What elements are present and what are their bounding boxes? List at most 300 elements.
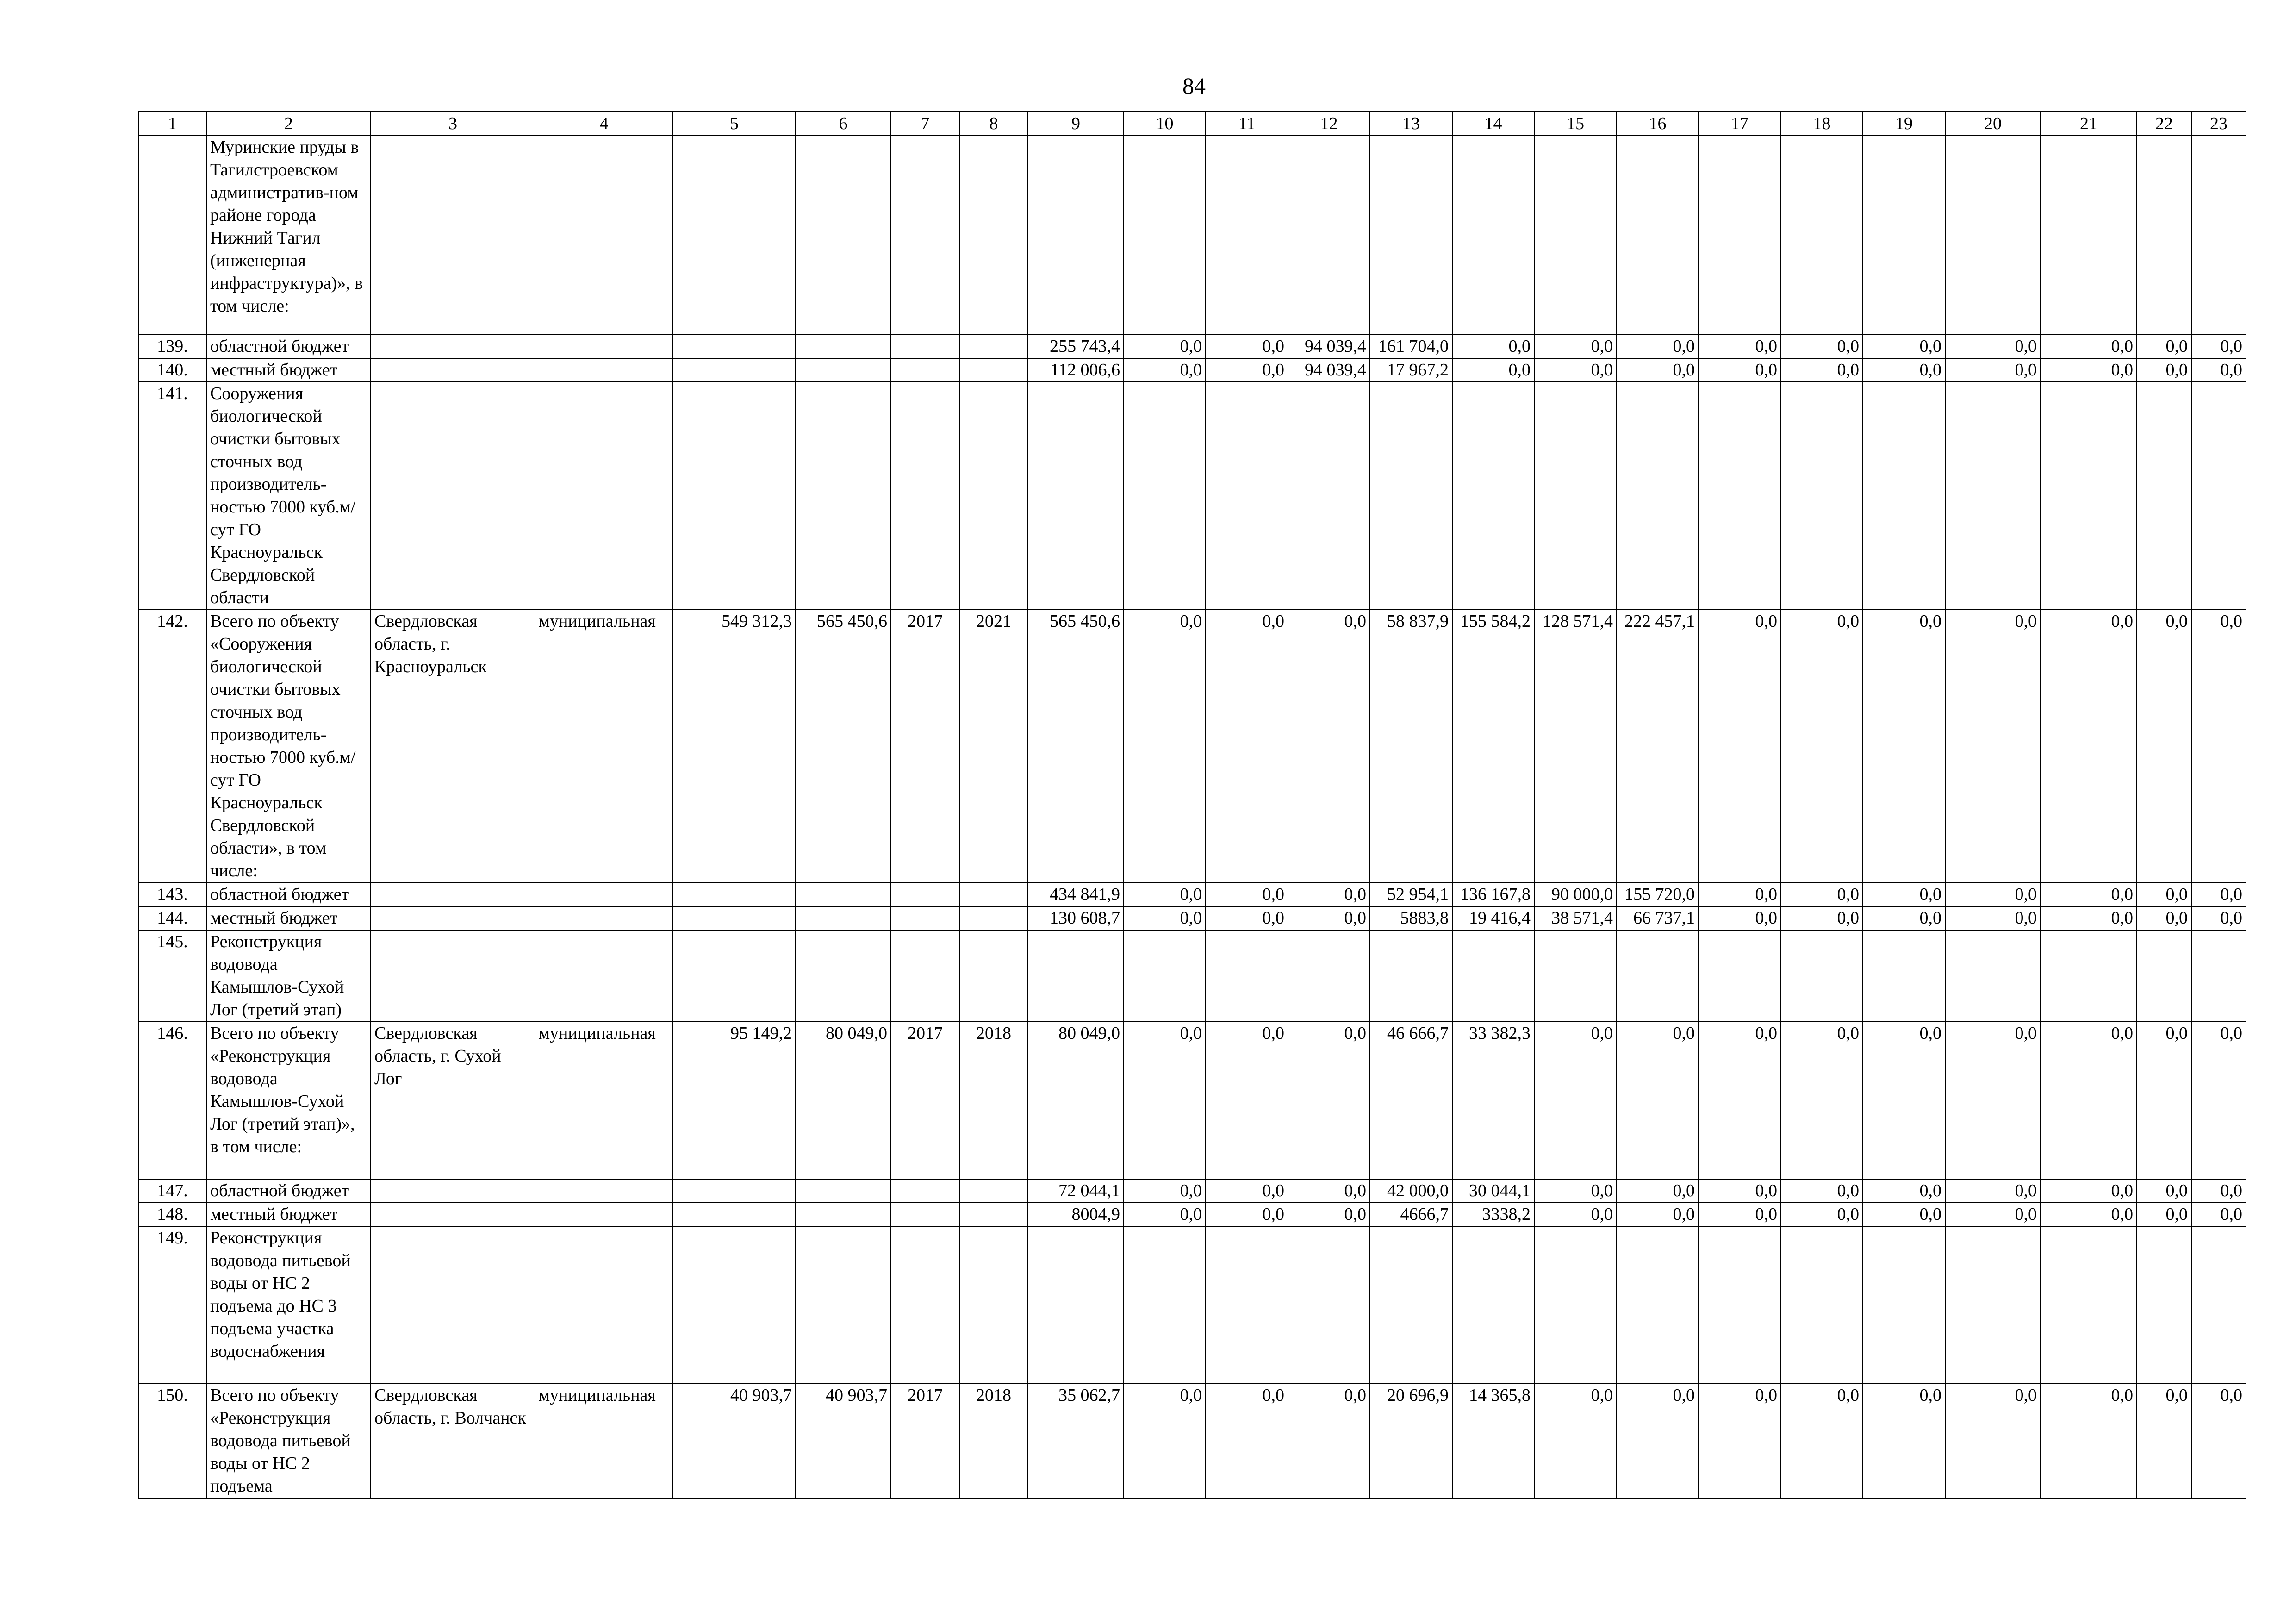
value-cell (891, 1179, 959, 1203)
value-cell (1370, 136, 1452, 335)
value-cell: 0,0 (1699, 1203, 1781, 1226)
ownership-cell (535, 906, 673, 930)
value-cell: 2018 (959, 1384, 1028, 1498)
value-cell (1124, 1226, 1206, 1384)
value-cell: 0,0 (1206, 906, 1288, 930)
value-cell: 0,0 (2041, 1022, 2137, 1179)
value-cell: 0,0 (1452, 335, 1534, 358)
ownership-cell (535, 335, 673, 358)
table-row (138, 610, 2246, 883)
value-cell: 0,0 (1206, 1384, 1288, 1498)
value-cell: 130 608,7 (1028, 906, 1124, 930)
value-cell (1452, 382, 1534, 610)
value-cell: 0,0 (1288, 883, 1370, 906)
value-cell: 0,0 (2191, 1022, 2246, 1179)
value-cell: 0,0 (1781, 610, 1863, 883)
table-row (138, 930, 2246, 1022)
value-cell (959, 1179, 1028, 1203)
table-row (138, 382, 2246, 610)
value-cell: 95 149,2 (673, 1022, 796, 1179)
value-cell: 565 450,6 (796, 610, 891, 883)
column-number-header: 11 (1206, 112, 1288, 136)
row-number-cell (138, 136, 206, 335)
value-cell: 0,0 (1781, 1203, 1863, 1226)
value-cell: 0,0 (2041, 1384, 2137, 1498)
item-name-cell: областной бюджет (206, 335, 371, 358)
value-cell: 0,0 (1699, 883, 1781, 906)
value-cell (673, 382, 796, 610)
value-cell: 33 382,3 (1452, 1022, 1534, 1179)
value-cell (796, 136, 891, 335)
value-cell (1617, 136, 1699, 335)
page-number: 84 (1182, 73, 1206, 99)
column-number-header: 14 (1452, 112, 1534, 136)
value-cell: 0,0 (1945, 883, 2041, 906)
row-number-cell: 143. (138, 883, 206, 906)
value-cell: 0,0 (1534, 358, 1617, 382)
value-cell (1781, 1226, 1863, 1384)
value-cell: 0,0 (1617, 358, 1699, 382)
value-cell: 0,0 (1863, 1179, 1945, 1203)
value-cell: 0,0 (1863, 335, 1945, 358)
value-cell (1452, 136, 1534, 335)
value-cell: 0,0 (2137, 358, 2191, 382)
value-cell (1945, 382, 2041, 610)
value-cell (1617, 1226, 1699, 1384)
value-cell (1863, 382, 1945, 610)
value-cell (2191, 1226, 2246, 1384)
row-number-cell: 144. (138, 906, 206, 930)
location-cell (371, 1203, 535, 1226)
value-cell: 0,0 (1124, 1203, 1206, 1226)
value-cell: 0,0 (2191, 358, 2246, 382)
ownership-cell: муниципальная (535, 610, 673, 883)
column-number-header: 7 (891, 112, 959, 136)
value-cell: 0,0 (2041, 883, 2137, 906)
ownership-cell (535, 1203, 673, 1226)
value-cell: 0,0 (1124, 335, 1206, 358)
value-cell (891, 883, 959, 906)
value-cell: 2021 (959, 610, 1028, 883)
value-cell: 0,0 (1863, 1203, 1945, 1226)
value-cell: 0,0 (1206, 358, 1288, 382)
value-cell: 0,0 (1206, 610, 1288, 883)
value-cell: 0,0 (2191, 883, 2246, 906)
column-number-header: 17 (1699, 112, 1781, 136)
value-cell (796, 382, 891, 610)
table-row (138, 1022, 2246, 1179)
value-cell: 0,0 (1288, 1384, 1370, 1498)
value-cell: 0,0 (2137, 906, 2191, 930)
column-number-header: 5 (673, 112, 796, 136)
value-cell: 0,0 (2041, 358, 2137, 382)
value-cell: 0,0 (1124, 1384, 1206, 1498)
item-name-cell: Реконструкция водовода питьевой воды от НС 2 подъема до НС 3 подъема участка водоснабжения (206, 1226, 371, 1384)
value-cell (2137, 930, 2191, 1022)
row-number-cell: 141. (138, 382, 206, 610)
column-number-header: 8 (959, 112, 1028, 136)
value-cell (2137, 136, 2191, 335)
value-cell (1534, 136, 1617, 335)
value-cell (1781, 136, 1863, 335)
value-cell: 0,0 (2137, 1203, 2191, 1226)
value-cell: 58 837,9 (1370, 610, 1452, 883)
item-name-cell: Всего по объекту «Сооружения биологической очистки бытовых сточных вод производитель-ностью 7000 куб.м/сут ГО Красноуральск Свердловской области», в том числе: (206, 610, 371, 883)
column-number-header: 1 (138, 112, 206, 136)
value-cell (1781, 382, 1863, 610)
column-number-header: 22 (2137, 112, 2191, 136)
location-cell (371, 335, 535, 358)
column-number-header: 6 (796, 112, 891, 136)
value-cell (673, 1203, 796, 1226)
row-number-cell: 142. (138, 610, 206, 883)
value-cell (1617, 382, 1699, 610)
value-cell: 0,0 (1699, 610, 1781, 883)
value-cell: 0,0 (1945, 1022, 2041, 1179)
value-cell (1863, 1226, 1945, 1384)
value-cell: 0,0 (1863, 610, 1945, 883)
value-cell: 80 049,0 (1028, 1022, 1124, 1179)
location-cell: Свердловская область, г. Сухой Лог (371, 1022, 535, 1179)
value-cell: 0,0 (1781, 883, 1863, 906)
value-cell (1452, 1226, 1534, 1384)
row-number-cell: 149. (138, 1226, 206, 1384)
ownership-cell (535, 382, 673, 610)
item-name-cell: областной бюджет (206, 1179, 371, 1203)
value-cell: 549 312,3 (673, 610, 796, 883)
value-cell: 0,0 (2137, 335, 2191, 358)
location-cell (371, 382, 535, 610)
value-cell: 0,0 (1124, 906, 1206, 930)
location-cell (371, 930, 535, 1022)
value-cell: 42 000,0 (1370, 1179, 1452, 1203)
value-cell (959, 136, 1028, 335)
value-cell: 0,0 (2041, 1179, 2137, 1203)
value-cell (891, 906, 959, 930)
value-cell: 2017 (891, 1384, 959, 1498)
value-cell: 0,0 (1206, 1179, 1288, 1203)
value-cell (796, 1226, 891, 1384)
value-cell: 0,0 (1288, 610, 1370, 883)
value-cell: 4666,7 (1370, 1203, 1452, 1226)
column-number-header: 15 (1534, 112, 1617, 136)
ownership-cell: муниципальная (535, 1022, 673, 1179)
value-cell (1863, 930, 1945, 1022)
value-cell: 40 903,7 (796, 1384, 891, 1498)
value-cell (673, 1226, 796, 1384)
value-cell (891, 358, 959, 382)
value-cell: 0,0 (1863, 883, 1945, 906)
value-cell (1288, 930, 1370, 1022)
value-cell (1288, 136, 1370, 335)
value-cell (1617, 930, 1699, 1022)
table-row (138, 358, 2246, 382)
ownership-cell (535, 930, 673, 1022)
value-cell (959, 1203, 1028, 1226)
value-cell (1206, 382, 1288, 610)
value-cell: 565 450,6 (1028, 610, 1124, 883)
value-cell: 128 571,4 (1534, 610, 1617, 883)
value-cell (1370, 930, 1452, 1022)
value-cell: 155 584,2 (1452, 610, 1534, 883)
value-cell (1288, 382, 1370, 610)
value-cell (2041, 1226, 2137, 1384)
value-cell (796, 335, 891, 358)
value-cell: 0,0 (1945, 1384, 2041, 1498)
value-cell: 52 954,1 (1370, 883, 1452, 906)
location-cell (371, 1179, 535, 1203)
value-cell: 0,0 (1781, 1384, 1863, 1498)
value-cell: 3338,2 (1452, 1203, 1534, 1226)
value-cell (1699, 1226, 1781, 1384)
table-row (138, 1203, 2246, 1226)
value-cell: 0,0 (1534, 335, 1617, 358)
value-cell: 94 039,4 (1288, 335, 1370, 358)
location-cell (371, 1226, 535, 1384)
value-cell (796, 1203, 891, 1226)
table-row (138, 335, 2246, 358)
location-cell (371, 136, 535, 335)
value-cell: 0,0 (1452, 358, 1534, 382)
value-cell (1945, 930, 2041, 1022)
value-cell (891, 930, 959, 1022)
table-row (138, 1179, 2246, 1203)
value-cell: 90 000,0 (1534, 883, 1617, 906)
value-cell: 0,0 (1699, 1179, 1781, 1203)
value-cell: 8004,9 (1028, 1203, 1124, 1226)
value-cell: 0,0 (2191, 906, 2246, 930)
column-number-header: 2 (206, 112, 371, 136)
value-cell (2191, 930, 2246, 1022)
item-name-cell: областной бюджет (206, 883, 371, 906)
ownership-cell (535, 136, 673, 335)
value-cell (891, 382, 959, 610)
value-cell: 0,0 (1699, 1022, 1781, 1179)
value-cell: 46 666,7 (1370, 1022, 1452, 1179)
value-cell: 0,0 (1534, 1022, 1617, 1179)
value-cell: 66 737,1 (1617, 906, 1699, 930)
value-cell (1452, 930, 1534, 1022)
row-number-cell: 150. (138, 1384, 206, 1498)
column-number-header: 9 (1028, 112, 1124, 136)
value-cell: 0,0 (1124, 1179, 1206, 1203)
value-cell: 0,0 (1617, 335, 1699, 358)
value-cell (673, 883, 796, 906)
value-cell (1206, 136, 1288, 335)
column-number-header: 13 (1370, 112, 1452, 136)
value-cell (959, 335, 1028, 358)
value-cell (1028, 382, 1124, 610)
item-name-cell: Муринские пруды в Тагилстроевском административ-ном районе города Нижний Тагил (инженерная инфраструктура)», в том числе: (206, 136, 371, 335)
value-cell (1863, 136, 1945, 335)
value-cell (2137, 382, 2191, 610)
value-cell: 0,0 (1206, 1022, 1288, 1179)
value-cell (673, 136, 796, 335)
value-cell (796, 930, 891, 1022)
ownership-cell (535, 1226, 673, 1384)
value-cell: 0,0 (1863, 1022, 1945, 1179)
value-cell: 0,0 (1534, 1384, 1617, 1498)
value-cell: 0,0 (1617, 1179, 1699, 1203)
value-cell: 0,0 (2137, 1179, 2191, 1203)
value-cell: 2017 (891, 610, 959, 883)
budget-table (138, 111, 2246, 1499)
value-cell: 38 571,4 (1534, 906, 1617, 930)
value-cell (1781, 930, 1863, 1022)
column-number-header: 20 (1945, 112, 2041, 136)
row-number-cell: 139. (138, 335, 206, 358)
value-cell: 20 696,9 (1370, 1384, 1452, 1498)
ownership-cell (535, 358, 673, 382)
ownership-cell (535, 883, 673, 906)
value-cell: 0,0 (2191, 1203, 2246, 1226)
value-cell: 0,0 (1863, 1384, 1945, 1498)
value-cell (796, 883, 891, 906)
value-cell: 0,0 (1206, 1203, 1288, 1226)
value-cell: 30 044,1 (1452, 1179, 1534, 1203)
value-cell: 0,0 (1945, 906, 2041, 930)
table-row (138, 1226, 2246, 1384)
value-cell (1206, 930, 1288, 1022)
value-cell: 0,0 (1945, 1203, 2041, 1226)
table-row (138, 883, 2246, 906)
value-cell: 0,0 (1288, 1022, 1370, 1179)
item-name-cell: Реконструкция водовода Камышлов-Сухой Лог (третий этап) (206, 930, 371, 1022)
value-cell: 0,0 (1288, 1179, 1370, 1203)
value-cell: 0,0 (1781, 1179, 1863, 1203)
value-cell: 14 365,8 (1452, 1384, 1534, 1498)
value-cell (1370, 1226, 1452, 1384)
value-cell (959, 1226, 1028, 1384)
column-number-header: 4 (535, 112, 673, 136)
value-cell: 0,0 (2191, 335, 2246, 358)
value-cell (1288, 1226, 1370, 1384)
row-number-cell: 145. (138, 930, 206, 1022)
value-cell (959, 358, 1028, 382)
value-cell: 0,0 (1617, 1203, 1699, 1226)
ownership-cell (535, 1179, 673, 1203)
value-cell: 35 062,7 (1028, 1384, 1124, 1498)
value-cell (2137, 1226, 2191, 1384)
value-cell: 0,0 (1945, 1179, 2041, 1203)
column-number-header-row (138, 112, 2246, 136)
value-cell: 161 704,0 (1370, 335, 1452, 358)
value-cell: 17 967,2 (1370, 358, 1452, 382)
value-cell: 0,0 (2041, 610, 2137, 883)
value-cell (959, 930, 1028, 1022)
value-cell (1534, 1226, 1617, 1384)
value-cell (673, 930, 796, 1022)
value-cell (1124, 136, 1206, 335)
value-cell: 0,0 (1699, 1384, 1781, 1498)
value-cell (959, 906, 1028, 930)
value-cell (959, 883, 1028, 906)
value-cell (891, 136, 959, 335)
row-number-cell: 146. (138, 1022, 206, 1179)
column-number-header: 16 (1617, 112, 1699, 136)
value-cell: 2018 (959, 1022, 1028, 1179)
value-cell: 434 841,9 (1028, 883, 1124, 906)
value-cell: 136 167,8 (1452, 883, 1534, 906)
value-cell: 0,0 (2041, 335, 2137, 358)
value-cell: 0,0 (2137, 610, 2191, 883)
value-cell (1028, 136, 1124, 335)
value-cell: 0,0 (1945, 610, 2041, 883)
value-cell (1124, 382, 1206, 610)
item-name-cell: местный бюджет (206, 1203, 371, 1226)
location-cell (371, 906, 535, 930)
value-cell: 255 743,4 (1028, 335, 1124, 358)
value-cell (891, 335, 959, 358)
value-cell (1699, 136, 1781, 335)
value-cell: 0,0 (1781, 906, 1863, 930)
column-number-header: 18 (1781, 112, 1863, 136)
value-cell: 0,0 (1863, 358, 1945, 382)
value-cell: 0,0 (1781, 335, 1863, 358)
value-cell (673, 358, 796, 382)
value-cell: 222 457,1 (1617, 610, 1699, 883)
location-cell: Свердловская область, г. Красноуральск (371, 610, 535, 883)
value-cell (1028, 930, 1124, 1022)
value-cell: 0,0 (1699, 906, 1781, 930)
item-name-cell: Всего по объекту «Реконструкция водовода Камышлов-Сухой Лог (третий этап)», в том числе: (206, 1022, 371, 1179)
value-cell: 0,0 (1288, 1203, 1370, 1226)
value-cell: 0,0 (1288, 906, 1370, 930)
column-number-header: 3 (371, 112, 535, 136)
value-cell: 0,0 (2191, 610, 2246, 883)
value-cell: 0,0 (2137, 1022, 2191, 1179)
value-cell (2041, 382, 2137, 610)
value-cell: 0,0 (1617, 1022, 1699, 1179)
value-cell: 0,0 (2191, 1384, 2246, 1498)
value-cell: 0,0 (1206, 335, 1288, 358)
value-cell: 0,0 (1124, 883, 1206, 906)
value-cell: 0,0 (1863, 906, 1945, 930)
value-cell (1534, 930, 1617, 1022)
value-cell: 40 903,7 (673, 1384, 796, 1498)
row-number-cell: 140. (138, 358, 206, 382)
item-name-cell: местный бюджет (206, 358, 371, 382)
value-cell: 155 720,0 (1617, 883, 1699, 906)
value-cell: 0,0 (2137, 1384, 2191, 1498)
value-cell: 19 416,4 (1452, 906, 1534, 930)
item-name-cell: Сооружения биологической очистки бытовых сточных вод производитель-ностью 7000 куб.м/сут ГО Красноуральск Свердловской области (206, 382, 371, 610)
column-number-header: 10 (1124, 112, 1206, 136)
value-cell (1534, 382, 1617, 610)
value-cell (1124, 930, 1206, 1022)
value-cell: 0,0 (2041, 1203, 2137, 1226)
value-cell (2191, 136, 2246, 335)
value-cell: 0,0 (1124, 1022, 1206, 1179)
value-cell (891, 1203, 959, 1226)
table-row (138, 136, 2246, 335)
value-cell (673, 906, 796, 930)
value-cell: 0,0 (2041, 906, 2137, 930)
value-cell (1028, 1226, 1124, 1384)
value-cell: 0,0 (1124, 610, 1206, 883)
value-cell (1699, 382, 1781, 610)
item-name-cell: местный бюджет (206, 906, 371, 930)
value-cell (2041, 930, 2137, 1022)
value-cell (2191, 382, 2246, 610)
value-cell: 94 039,4 (1288, 358, 1370, 382)
value-cell (1699, 930, 1781, 1022)
value-cell: 0,0 (1945, 358, 2041, 382)
value-cell: 80 049,0 (796, 1022, 891, 1179)
value-cell: 0,0 (1534, 1203, 1617, 1226)
value-cell (796, 906, 891, 930)
value-cell (796, 1179, 891, 1203)
